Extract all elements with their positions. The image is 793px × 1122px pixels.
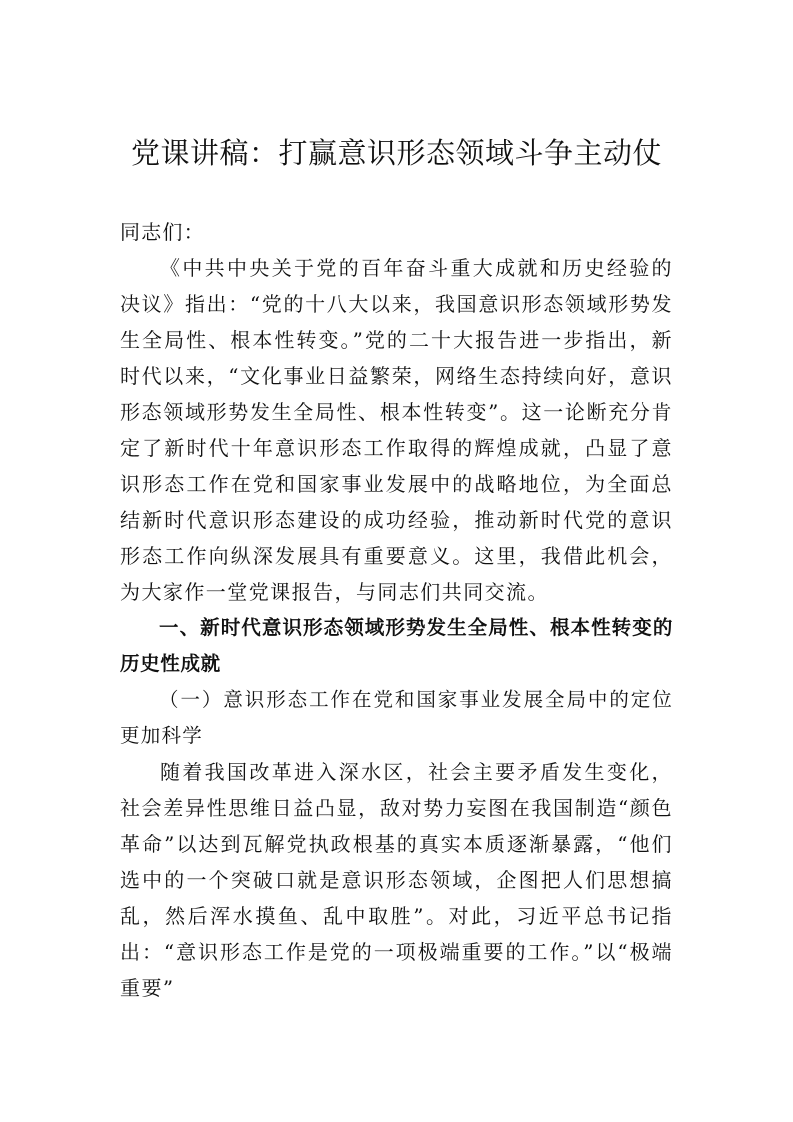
section-heading-1: 一、新时代意识形态领域形势发生全局性、根本性转变的历史性成就: [120, 616, 673, 675]
subsection-heading-1-1: （一）意识形态工作在党和国家事业发展全局中的定位更加科学: [120, 688, 673, 747]
document-title: 党课讲稿：打赢意识形态领域斗争主动仗: [130, 136, 662, 170]
body-paragraph-intro: 《中共中央关于党的百年奋斗重大成就和历史经验的决议》指出：“党的十八大以来，我国意识形态领域形势发生全局性、根本性转变。”党的二十大报告进一步指出，新时代以来，“文化事业日益繁荣，网络生态持续向好，意识形态领域形势发生全局性、根本性转变”。这一论断充分肯定了新时代十年意识形态工作取得的辉煌成就，凸显了意识形态工作在党和国家事业发展中的战略地位，为全面总结新时代意识形态建设的成功经验，推动新时代党的意识形态工作向纵深发展具有重要意义。这里，我借此机会，为大家作一堂党课报告，与同志们共同交流。: [120, 256, 673, 604]
document-body: [120, 214, 673, 1006]
body-paragraph-section-1-1: 随着我国改革进入深水区，社会主要矛盾发生变化，社会差异性思维日益凸显，敌对势力妄图在我国制造“颜色革命”以达到瓦解党执政根基的真实本质逐渐暴露，“他们选中的一个突破口就是意识形态领域，企图把人们思想搞乱，然后浑水摸鱼、乱中取胜”。对此，习近平总书记指出：“意识形态工作是党的一项极端重要的工作。”以“极端重要”: [120, 760, 673, 1000]
greeting: 同志们：: [120, 220, 205, 244]
